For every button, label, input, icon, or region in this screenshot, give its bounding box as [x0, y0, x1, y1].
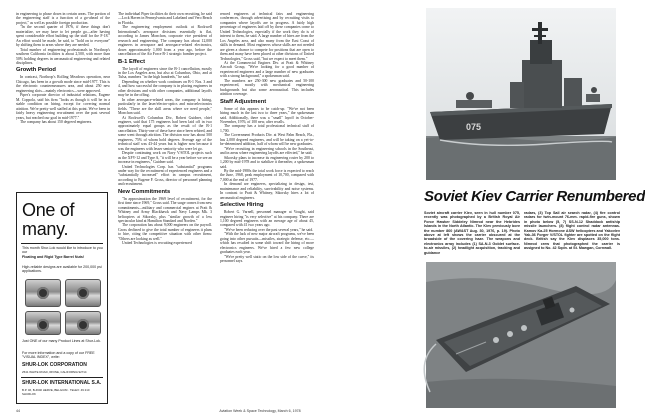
paragraph: The individual Piper facilities do their own recruiting, he said—Lock Haven in Pennsylvania and Lakeland and Vero Beach in Florida.: [118, 12, 212, 25]
paragraph: Some of this appears to be catch-up. "We've not been hiring much in the last two to three years," the spokesman said. Additionally, there was a "small" layoff in October-November, 1976, of 100 new, after recalls.: [220, 106, 314, 124]
paragraph: In contrast, Northrop's Rolling Meadows operation, near Chicago, has been in a growth mode since mid-1977. This is the electronic countermeasures area, and about 250 new engineering slots—mainly electronics—were approved.: [16, 75, 110, 93]
paragraph: The corporation has about 9,000 engineers on the payroll. Gross declined to give the total number of engineers it plans to hire, citing the competitive situation with other firms: "Others are looking as well.": [118, 223, 212, 241]
paragraph: In other aerospace-related areas, the company is hiring, particularly in the laser/electro-optics and microelectronics fields. "These are the skill areas where we need people," Monchon said.: [118, 97, 212, 116]
paragraph: "In the second quarter of 1976, if these things don't materialize, we may have to let people go—after having spent considerable effort building up the staff for the F-18." An effort would be made, he said, to "hold on to everyone" by shifting them to areas where they are needed.: [16, 25, 110, 48]
company-address: B.P. 46, B-4640 HERVE, BELGIUM · TELEX: 49 210 SHURLOK: [22, 388, 90, 397]
paragraph: renced engineers at technical fairs and engineering conferences, through advertising and by recruiting visits to companies where layoffs are in progress. A fairly high percentage of engineers laid off by these companies come to United Technologies, especially if the work they do is of interest to them, he said. A large number of hires are from the Los Angeles area, and also many from the East Coast of skills in demand. Most engineers whose skills are not needed are given a chance to compete for positions that are open to them and many have been placed at other divisions of United Technologies," Gross said, "but we expect to meet them.": [220, 12, 314, 61]
company-name: SHUR-LOK CORPORATION: [22, 362, 87, 368]
ad-note: Just ONE of our many Product Lines at Shur-Lok.: [22, 339, 101, 343]
paragraph: "We're pretty well static on the low side of the curve," its personnel says.: [220, 254, 314, 264]
section-heading: Staff Adjustment: [220, 98, 267, 105]
paragraph: The layoff of engineers since the B-1 cancellation, mostly in the Los Angeles area, but also at Columbus, Ohio, and at Tulsa, numbers "in the high hundreds," he said.: [118, 66, 212, 80]
photo-caption: Soviet aircraft carrier Kiev, seen in hull number 075, recently was photographed by a British Royal Air Force Hawker Siddeley Nimrod near the Hebrides Islands in the North Atlantic. The Kiev previously bore the number 860 (AW&ST Aug. 30, 1976, p. 19). Photo above at left shows the carrier obscured at the broadside of the covering haze. The weapons and electronics array includes (1) SA-N-3 Goblet surface-to-air missiles, (2) headlight acquisition, tracking and guidance: [424, 211, 520, 255]
paragraph: Despite continuing work on Navy V/STOL projects such as the XFV-12 and Type A, "it will be a year before we see an increase in engineers," Guidner said.: [118, 151, 212, 165]
shur-lok-advertisement: [16, 192, 108, 404]
article-title: Soviet Kiev Carrier Renumbered: [424, 188, 645, 205]
paragraph: United Technologies is recruiting experienced: [122, 241, 192, 246]
paragraph: Piper's corporate director of industrial relations, Eugene M. Coppola, said his firm "looks as though it will be in a stable condition on hiring, except for covering normal attrition. We're pretty well staffed at this point. We've been in fairly heavy engineering recruitment over the past several years, but reached our goal in mid-1977.": [16, 93, 110, 120]
carrier-photo-top: [426, 8, 616, 180]
ad-contact: For more information and a copy of our FREE "VISUAL INDEX", write:: [22, 351, 95, 360]
company-address: 2541 WHITE ROAD, IRVINE, CALIFORNIA 92714: [22, 370, 87, 374]
paragraph: The Government Products Div. at West Palm Beach, Fla., has 2,000 degreed engineers, and will be taking on a yet-to-be-determined addition, half of whom will be new graduates.: [220, 133, 314, 147]
page-number: 44: [16, 409, 20, 413]
article-column-1: [16, 12, 110, 124]
paragraph: The company has a total professional technical staff of 1,700.: [220, 124, 314, 133]
barrel-nut-image: [65, 279, 101, 307]
publication-line: Aviation Week & Space Technology, March 6, 1978: [219, 409, 301, 413]
photo-caption: radars, (3) Top Sail air search radar, (4) fire control radars for twin-mount 76-mm. rapid-fire guns, shown in photo below (5, 7) SS-N-12 Shaddock antiship missile launchers. (8) flight control radar antennas. Kamov Ka-25 Hormone ASW helicopters and Yakovlev Yak-36 Forger V/STOL fighter are spotted on the flight deck. British say the Kiev displaces 35,000 tons. Nimrod crew that photographed the carrier is assigned to No. 42 Sqdn. at St. Mawgan, Cornwall.: [524, 211, 620, 251]
article-column-2: [118, 12, 212, 246]
barrel-nut-image: [65, 311, 101, 335]
paragraph: Depending on whether work continues on B-1 Nos. 3 and 4, and how successful the company is in placing engineers in other divisions and with other companies, additional layoffs may be in the offing.: [118, 79, 212, 98]
carrier-photo-bottom: [426, 262, 616, 408]
divider: [21, 377, 103, 378]
paragraph: "We're recruiting in engineering schools in the Southeast, and in areas where engineering layoffs are effected," he said.: [220, 146, 314, 156]
svg-text:075: 075: [466, 122, 482, 132]
paragraph: United Technologies Corp. has "substantial" programs under way for the recruitment of experienced engineers and a "substantially increased" effort in campus recruitment, according to Eugene F. Gross, director of personnel planning and recruitment.: [118, 164, 212, 187]
ad-body: High-reliable designs are available for 200,000 psi applications.: [22, 265, 102, 274]
ad-product: Floating and Rigid Type Barrel Nuts!: [22, 255, 85, 259]
paragraph: Robert G. Varnell, personnel manager at Vought, said engineer hiring "is very selective" at his company. There are 1,100 degreed engineers with an average age of about 45, compared with 41 two years ago.: [220, 210, 314, 228]
paragraph: By the mid-1980s the total work force is expected to reach the June, 1968, peak employment of 10,700, compared with 7,000 at the end of 1977.: [220, 168, 314, 182]
paragraph: Sikorsky plans to increase its engineering roster by 200 to 1,200 by mid-1978 and to stabilize it thereafter, a spokesman said.: [220, 155, 314, 169]
paragraph: The company has about 150 degreed engineers.: [20, 119, 93, 124]
paragraph: Total number of engineering professionals in Northrop's southern California facilities is about 2,500, with more than 50% holding degrees in aeronautical engineering and related disciplines.: [16, 47, 110, 65]
barrel-nut-image: [25, 311, 61, 335]
section-heading: Growth Period: [16, 67, 56, 74]
paragraph: "We've been reducing over the past several years," he said.: [224, 227, 314, 232]
paragraph: "With the lack of new major aircraft programs, we've been going into other pursuits—missiles, strategic defense, etc.—which has resulted in some shift toward the hiring of more electronics engineers. We've hired a few new college graduates each year.: [220, 232, 314, 255]
carrier-photo-top-graphic: [426, 8, 616, 180]
company-name: SHUR-LOK INTERNATIONAL S.A.: [22, 380, 102, 386]
paragraph: In demand are engineers, specializing in design, test, maintenance and reliability, survivability and noise systems. In contrast to Pratt & Whitney, Sikorsky hires a lot of aeronautical engineers.: [220, 182, 314, 200]
paragraph: The engineering employment outlook at Rockwell International's aerospace divisions essentially is flat, according to James Monchon, corporate vice president of research and engineering. The company has about 12,000 engineers in aerospace and aerospace-related electronics, down approximately 1,000 from a year ago, before the cancellation of the Air Force B-1 strategic bomber project.: [118, 25, 212, 57]
paragraph: "In approximation the 1969 level of recruitment, for the first time since 1969," Gross said. The surge comes from new commitments—military and commercial engines at Pratt & Whitney and Army Blackhawk and Navy Lamps Mk. 3 helicopters at Sikorsky, plus "similar growth of a less spectacular kind at Hamilton Standard and Norden.": [118, 196, 212, 224]
section-heading: B-1 Effect: [118, 58, 146, 65]
barrel-nut-image: [25, 279, 61, 307]
carrier-photo-bottom-graphic: [426, 262, 616, 408]
article-column-3: [220, 12, 314, 264]
ad-headline: One of many.: [22, 200, 75, 239]
divider: [21, 243, 103, 244]
ad-intro: This month Shur-Lok would like to introduce to you our: [22, 246, 103, 255]
paragraph: At the Commercial Engines Div. at Pratt & Whitney Aircraft Group, "We're looking for a good number of experienced engineers and a large number of new graduates with a strong background," a spokesman said.: [220, 60, 314, 79]
paragraph: in engineering to phase down in certain areas. The portion of the engineering staff is a function of a go-ahead of the project," as well as possible foreign production.: [16, 12, 110, 25]
section-heading: Selective Hiring: [220, 202, 264, 209]
paragraph: At Rockwell's Columbus Div., Robert Guidner, chief engineer, said that 175 engineers had been laid off in two approximately equal groups as the result of the B-1 cancellation. Thirty-one of these have since been rehired, and some went through attrition. The division now has about 500 engineers, 75% of whom hold degrees. Average age of the technical staff was 43-44 years but is higher now because it was the engineers with lesser seniority who were let go.: [118, 115, 212, 151]
section-heading: New Commitments: [118, 188, 171, 195]
paragraph: The numbers are 250-300 new graduates and 50-100 experienced, mostly with mechanical engineering backgrounds but also some aeronautical. This includes attrition coverage.: [220, 78, 314, 97]
